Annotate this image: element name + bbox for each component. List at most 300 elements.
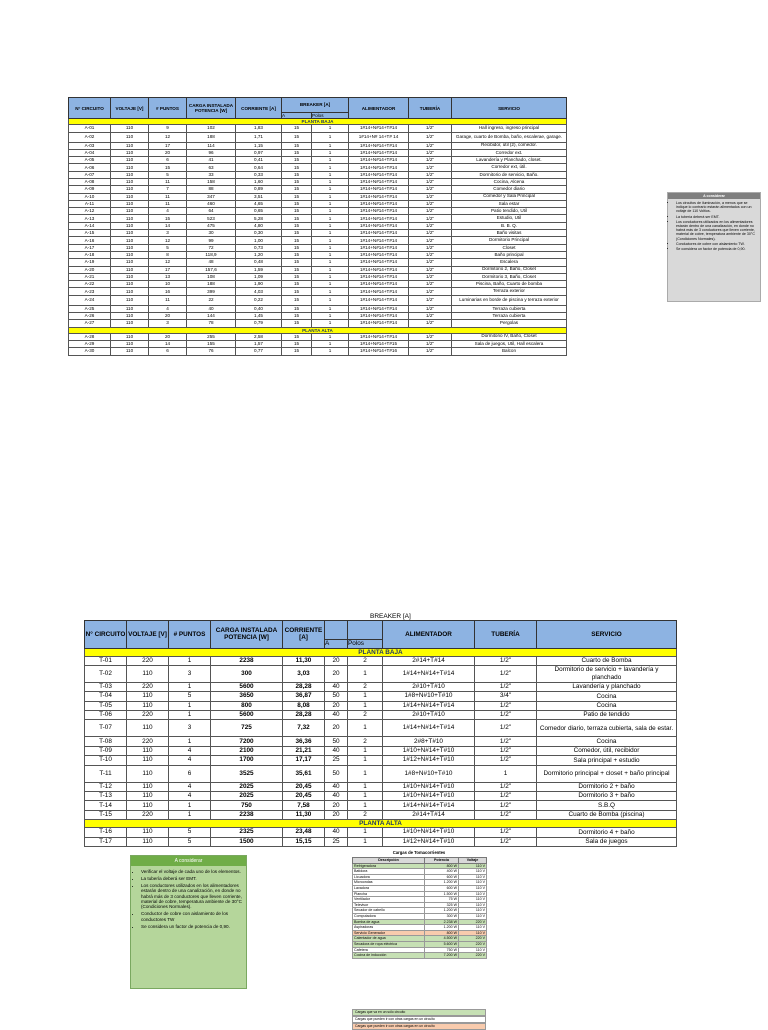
cell-tuberia: 1/2" <box>409 244 452 251</box>
cell-carga: 188 <box>187 281 236 288</box>
load-description: Secadora de ropa eléctrica <box>353 941 425 947</box>
cell-tuberia: 1/2" <box>409 237 452 244</box>
cell-carga: 22 <box>187 295 236 305</box>
cell-servicio: S.B.Q <box>537 801 677 810</box>
table-row <box>85 692 677 701</box>
cell-carga: 1700 <box>211 756 283 765</box>
cell-corriente: 11,30 <box>283 656 325 665</box>
cell-circuito: A-30 <box>69 348 111 355</box>
cell-corriente: 0,77 <box>236 348 282 355</box>
cell-carga: 33 <box>187 171 236 178</box>
cell-puntos: 17 <box>149 266 187 273</box>
load-power: 1.200 W <box>425 880 459 886</box>
cell-breaker-polos: 2 <box>348 656 383 665</box>
cell-servicio: Terraza cubierta <box>452 305 567 312</box>
cell-tuberia: 1/2" <box>475 782 537 791</box>
cell-breaker-polos: 1 <box>312 237 349 244</box>
table-row <box>69 230 567 237</box>
load-description: Refrigeradora <box>353 863 425 869</box>
load-power: 600 W <box>425 885 459 891</box>
cell-corriente: 0,41 <box>236 157 282 164</box>
cell-breaker-a: 40 <box>325 746 348 755</box>
cell-corriente: 1,83 <box>236 125 282 132</box>
legend-item: Cargas que va en un sólo circuito <box>352 1009 486 1016</box>
table-row <box>69 171 567 178</box>
table-row <box>85 810 677 819</box>
cell-servicio: Sala estar <box>452 200 567 207</box>
table-row <box>69 186 567 193</box>
cell-voltaje: 110 <box>111 200 149 207</box>
cell-tuberia: 1/2" <box>475 720 537 737</box>
cell-breaker-polos: 1 <box>348 765 383 782</box>
cell-corriente: 17,17 <box>283 756 325 765</box>
cell-breaker-a: 50 <box>325 765 348 782</box>
cell-alimentador: 2#10+T#10 <box>383 711 475 720</box>
cell-tuberia: 1/2" <box>409 313 452 320</box>
cell-servicio: Comedor y Sala Principal <box>452 193 567 200</box>
load-power: 7.200 W <box>425 953 459 959</box>
cell-breaker-polos: 1 <box>348 782 383 791</box>
cell-puntos: 1 <box>169 810 211 819</box>
cell-puntos: 6 <box>149 348 187 355</box>
cell-tuberia: 3/4" <box>475 692 537 701</box>
cell-breaker-a: 15 <box>282 186 312 193</box>
cell-alimentador: 1#14+N#14+T#14 <box>349 281 409 288</box>
cell-voltaje: 110 <box>111 273 149 280</box>
load-voltage: 220 V <box>459 941 487 947</box>
cell-tuberia: 1/2" <box>475 746 537 755</box>
cell-servicio: Estudio, Util <box>452 215 567 222</box>
cell-breaker-a: 40 <box>325 782 348 791</box>
cell-servicio: Sala de juegos <box>537 837 677 846</box>
cell-tuberia: 1/2" <box>409 200 452 207</box>
cell-puntos: 1 <box>169 656 211 665</box>
cell-servicio: Dormitorio principal + closet + baño principal <box>537 765 677 782</box>
load-power: 800 W <box>425 930 459 936</box>
table-row <box>69 348 567 355</box>
header-breaker-polos: Polos <box>348 640 383 649</box>
cell-breaker-a: 25 <box>325 756 348 765</box>
cell-corriente: 1,20 <box>236 251 282 258</box>
cell-tuberia: 1 <box>475 765 537 782</box>
cell-tuberia: 1/2" <box>475 801 537 810</box>
cell-voltaje: 220 <box>127 810 169 819</box>
cell-carga: 76 <box>187 348 236 355</box>
cell-carga: 399 <box>187 288 236 295</box>
cell-breaker-a: 50 <box>325 737 348 746</box>
cell-corriente: 3,51 <box>236 193 282 200</box>
cell-breaker-a: 15 <box>282 132 312 142</box>
header-corriente: CORRIENTE [A] <box>236 98 282 119</box>
cell-puntos: 12 <box>149 259 187 266</box>
cell-circuito: A-06 <box>69 164 111 171</box>
cell-puntos: 11 <box>149 193 187 200</box>
cell-carga: 40 <box>187 305 236 312</box>
cell-corriente: 1,15 <box>236 142 282 149</box>
cell-alimentador: 1#12+N#14+T#10 <box>383 756 475 765</box>
cell-breaker-polos: 1 <box>312 157 349 164</box>
header-alimentador: ALIMENTADOR <box>349 98 409 119</box>
cell-alimentador: 1#14+N#14+T#14 <box>383 720 475 737</box>
load-description: Plancha <box>353 891 425 897</box>
cell-carga: 750 <box>211 801 283 810</box>
load-description: Licuadora <box>353 874 425 880</box>
cell-breaker-a: 15 <box>282 273 312 280</box>
cell-breaker-a: 15 <box>282 295 312 305</box>
cell-puntos: 4 <box>149 305 187 312</box>
cell-circuito: A-27 <box>69 320 111 327</box>
table-row <box>69 266 567 273</box>
cell-breaker-polos: 1 <box>348 692 383 701</box>
cell-voltaje: 220 <box>127 711 169 720</box>
cell-circuito: A-26 <box>69 313 111 320</box>
cell-puntos: 20 <box>149 149 187 156</box>
load-voltage: 110 V <box>459 908 487 914</box>
cell-breaker-polos: 1 <box>312 178 349 185</box>
cell-breaker-polos: 1 <box>348 828 383 837</box>
cell-tuberia: 1/2" <box>409 295 452 305</box>
cell-carga: 108 <box>187 273 236 280</box>
table-row <box>85 746 677 755</box>
cell-alimentador: 1#14+N# 14+T# 14 <box>349 132 409 142</box>
cell-carga: 30 <box>187 230 236 237</box>
cell-puntos: 12 <box>149 237 187 244</box>
cell-voltaje: 110 <box>111 320 149 327</box>
cell-voltaje: 110 <box>111 340 149 347</box>
cell-voltaje: 110 <box>111 171 149 178</box>
cell-puntos: 4 <box>169 746 211 755</box>
cell-carga: 188 <box>187 132 236 142</box>
cell-tuberia: 1/2" <box>475 665 537 682</box>
cell-alimentador: 1#14+N#14+T#14 <box>349 215 409 222</box>
cell-carga: 523 <box>187 215 236 222</box>
cell-voltaje: 110 <box>127 837 169 846</box>
cell-voltaje: 110 <box>111 305 149 312</box>
cell-corriente: 36,87 <box>283 692 325 701</box>
table-row <box>85 801 677 810</box>
load-voltage: 110 V <box>459 913 487 919</box>
legend-item: Cargas que pueden ir con otras cargas en un circuito <box>352 1016 486 1023</box>
load-description: Aspiradoras <box>353 925 425 931</box>
cell-breaker-polos: 1 <box>312 273 349 280</box>
cell-breaker-polos: 1 <box>312 208 349 215</box>
cell-breaker-a: 25 <box>325 837 348 846</box>
loads-table-title: Cargas de Tomacorrientes <box>392 850 446 855</box>
loads-legend <box>352 1009 486 1030</box>
cell-voltaje: 110 <box>111 333 149 340</box>
cell-circuito: A-01 <box>69 125 111 132</box>
cell-breaker-polos: 1 <box>312 244 349 251</box>
cell-alimentador: 1#14+N#14+T#14 <box>349 178 409 185</box>
load-voltage: 110 V <box>459 863 487 869</box>
cell-breaker-a: 15 <box>282 320 312 327</box>
cell-breaker-polos: 1 <box>312 200 349 207</box>
cell-puntos: 10 <box>149 281 187 288</box>
cell-circuito: A-22 <box>69 281 111 288</box>
note-item: • Se considera un factor de potencia de 0,90. <box>141 924 243 929</box>
cell-puntos: 16 <box>149 288 187 295</box>
cell-servicio: Pergolas <box>452 320 567 327</box>
cell-circuito: T-11 <box>85 765 127 782</box>
cell-voltaje: 110 <box>111 125 149 132</box>
cell-tuberia: 1/2" <box>409 142 452 149</box>
cell-servicio: Dormitorio de servicio + lavandería y planchado <box>537 665 677 682</box>
section-row <box>85 820 677 828</box>
cell-carga: 118,9 <box>187 251 236 258</box>
load-description: Secador de cabello <box>353 908 425 914</box>
cell-breaker-a: 15 <box>282 237 312 244</box>
cell-alimentador: 1#14+N#14+T#14 <box>349 273 409 280</box>
section-label: PLANTA ALTA <box>69 327 567 333</box>
header-puntos: # PUNTOS <box>149 98 187 119</box>
cell-corriente: 36,36 <box>283 737 325 746</box>
load-description: Bomba de agua <box>353 919 425 925</box>
cell-circuito: A-03 <box>69 142 111 149</box>
cell-voltaje: 110 <box>111 237 149 244</box>
cell-alimentador: 2#10+T#10 <box>383 682 475 691</box>
cell-puntos: 15 <box>149 215 187 222</box>
cell-corriente: 0,30 <box>236 230 282 237</box>
load-power: 5.600 W <box>425 941 459 947</box>
load-power: 600 W <box>425 874 459 880</box>
load-description: Lavadora <box>353 885 425 891</box>
cell-voltaje: 110 <box>111 157 149 164</box>
cell-alimentador: 1#14+N#14+T#14 <box>349 142 409 149</box>
table-row <box>69 215 567 222</box>
cell-tuberia: 1/2" <box>409 320 452 327</box>
cell-tuberia: 1/2" <box>409 333 452 340</box>
cell-servicio: Dormitorio Principal <box>452 237 567 244</box>
legend-item: Cargas que pueden ir con otras cargas en un circuito <box>352 1023 486 1030</box>
header-tuberia: TUBERÍA <box>475 621 537 649</box>
cell-carga: 2325 <box>211 828 283 837</box>
cell-alimentador: 1#14+N#14+T#14 <box>349 288 409 295</box>
cell-carga: 725 <box>211 720 283 737</box>
cell-breaker-a: 15 <box>282 208 312 215</box>
cell-corriente: 0,33 <box>236 171 282 178</box>
cell-voltaje: 110 <box>111 251 149 258</box>
cell-breaker-polos: 1 <box>312 132 349 142</box>
cell-voltaje: 110 <box>111 193 149 200</box>
header-puntos: # PUNTOS <box>169 621 211 649</box>
cell-circuito: A-28 <box>69 333 111 340</box>
table-row <box>85 711 677 720</box>
cell-carga: 2025 <box>211 792 283 801</box>
table-row <box>85 765 677 782</box>
cell-tuberia: 1/2" <box>409 208 452 215</box>
cell-breaker-a: 20 <box>325 810 348 819</box>
cell-breaker-a: 15 <box>282 259 312 266</box>
cell-tuberia: 1/2" <box>409 340 452 347</box>
cell-tuberia: 1/2" <box>475 656 537 665</box>
cell-breaker-a: 15 <box>282 171 312 178</box>
load-voltage: 110 V <box>459 925 487 931</box>
cell-carga: 88 <box>187 186 236 193</box>
cell-breaker-polos: 1 <box>312 171 349 178</box>
load-voltage: 110 V <box>459 885 487 891</box>
cell-puntos: 3 <box>149 320 187 327</box>
cell-tuberia: 1/2" <box>409 186 452 193</box>
cell-breaker-a: 15 <box>282 215 312 222</box>
cell-alimentador: 1#14+N#14+T#14 <box>349 266 409 273</box>
cell-corriente: 15,15 <box>283 837 325 846</box>
table-row <box>69 222 567 229</box>
cell-servicio: Balcon <box>452 348 567 355</box>
cell-voltaje: 110 <box>111 222 149 229</box>
cell-breaker-a: 15 <box>282 142 312 149</box>
cell-puntos: 6 <box>169 765 211 782</box>
cell-servicio: Dormitorio 3, Baño, Closet <box>452 273 567 280</box>
table-row <box>69 142 567 149</box>
table-row <box>85 837 677 846</box>
cell-circuito: A-17 <box>69 244 111 251</box>
cell-voltaje: 110 <box>111 348 149 355</box>
cell-tuberia: 1/2" <box>475 701 537 710</box>
cell-tuberia: 1/2" <box>475 828 537 837</box>
cell-puntos: 3 <box>169 720 211 737</box>
cell-voltaje: 110 <box>111 230 149 237</box>
cell-corriente: 28,28 <box>283 682 325 691</box>
cell-tuberia: 1/2" <box>475 837 537 846</box>
cell-voltaje: 110 <box>111 149 149 156</box>
cell-circuito: A-16 <box>69 237 111 244</box>
cell-breaker-polos: 1 <box>312 305 349 312</box>
load-voltage: 110 V <box>459 891 487 897</box>
cell-voltaje: 110 <box>127 801 169 810</box>
cell-breaker-polos: 1 <box>348 756 383 765</box>
cell-circuito: A-24 <box>69 295 111 305</box>
cell-servicio: Patio de tendido <box>537 711 677 720</box>
table-row <box>69 333 567 340</box>
cell-puntos: 1 <box>169 682 211 691</box>
cell-alimentador: 1#14+N#14+T#14 <box>349 320 409 327</box>
cell-circuito: T-13 <box>85 792 127 801</box>
cell-breaker-polos: 1 <box>312 142 349 149</box>
loads-header-voltaje: Voltaje <box>459 858 487 864</box>
cell-puntos: 5 <box>169 837 211 846</box>
header-corriente: CORRIENTE [A] <box>283 621 325 649</box>
cell-tuberia: 1/2" <box>409 149 452 156</box>
considerations-note-outlets <box>130 855 247 989</box>
load-voltage: 220 V <box>459 919 487 925</box>
cell-breaker-a: 15 <box>282 200 312 207</box>
load-power: 4.500 W <box>425 936 459 942</box>
cell-breaker-polos: 1 <box>312 266 349 273</box>
cell-corriente: 1,57 <box>236 340 282 347</box>
cell-corriente: 1,60 <box>236 178 282 185</box>
cell-breaker-polos: 1 <box>312 340 349 347</box>
cell-alimentador: 1#14+N#14+T#14 <box>349 164 409 171</box>
cell-puntos: 20 <box>149 313 187 320</box>
cell-breaker-polos: 1 <box>312 230 349 237</box>
cell-circuito: A-02 <box>69 132 111 142</box>
cell-corriente: 1,71 <box>236 132 282 142</box>
cell-servicio: Cocina <box>537 692 677 701</box>
cell-puntos: 1 <box>169 711 211 720</box>
cell-breaker-polos: 1 <box>312 251 349 258</box>
cell-puntos: 11 <box>149 178 187 185</box>
cell-servicio: Lavandería y Planchado, closet. <box>452 157 567 164</box>
cell-carga: 41 <box>187 157 236 164</box>
load-voltage: 220 V <box>459 936 487 942</box>
note-item: • Los conductores utilizados en los alimentadores estarán dentro de una canalización, en donde no habrá más de 3 conductores que lleven corriente, material de cobre, temperatura ambiente de 30°C (Condiciones Normales). <box>676 220 757 241</box>
cell-voltaje: 110 <box>127 828 169 837</box>
cell-puntos: 11 <box>149 295 187 305</box>
cell-breaker-a: 15 <box>282 149 312 156</box>
note-item: • Los circuitos de iluminación, a menos que se indique lo contrario estarán alimentados con un voltaje de 110 Voltios. <box>676 201 757 214</box>
breaker-label: BREAKER [A] <box>370 613 411 620</box>
load-power: 400 W <box>425 869 459 875</box>
cell-carga: 5600 <box>211 682 283 691</box>
cell-voltaje: 110 <box>111 266 149 273</box>
cell-alimentador: 1#14+N#14+T#14 <box>349 222 409 229</box>
cell-servicio: Dormitorio IV, Baño, Closet <box>452 333 567 340</box>
cell-breaker-polos: 2 <box>348 711 383 720</box>
cell-alimentador: 1#12+N#14+T#10 <box>383 837 475 846</box>
table-row <box>85 720 677 737</box>
load-description: Calentador de agua <box>353 936 425 942</box>
cell-puntos: 4 <box>169 782 211 791</box>
cell-carga: 2238 <box>211 810 283 819</box>
cell-corriente: 11,30 <box>283 810 325 819</box>
cell-carga: 63 <box>187 164 236 171</box>
cell-breaker-a: 50 <box>325 692 348 701</box>
cell-puntos: 12 <box>149 132 187 142</box>
load-description: Cocina de inducción <box>353 953 425 959</box>
cell-alimentador: 1#14+N#14+T#14 <box>349 186 409 193</box>
cell-corriente: 0,79 <box>236 320 282 327</box>
cell-breaker-a: 15 <box>282 157 312 164</box>
cell-alimentador: 1#14+N#14+T#14 <box>349 200 409 207</box>
table-row <box>69 125 567 132</box>
cell-tuberia: 1/2" <box>475 792 537 801</box>
cell-corriente: 1,59 <box>236 266 282 273</box>
cell-alimentador: 1#14+N#14+T#14 <box>349 171 409 178</box>
cell-corriente: 4,03 <box>236 288 282 295</box>
cell-tuberia: 1/2" <box>409 215 452 222</box>
cell-carga: 158 <box>187 178 236 185</box>
load-description: Cafetera <box>353 947 425 953</box>
cell-circuito: T-15 <box>85 810 127 819</box>
cell-tuberia: 1/2" <box>409 132 452 142</box>
cell-corriente: 0,64 <box>236 164 282 171</box>
cell-tuberia: 1/2" <box>409 222 452 229</box>
cell-breaker-a: 40 <box>325 792 348 801</box>
cell-breaker-a: 20 <box>325 701 348 710</box>
table-row <box>69 208 567 215</box>
table-row <box>69 178 567 185</box>
cell-corriente: 0,73 <box>236 244 282 251</box>
cell-circuito: A-10 <box>69 193 111 200</box>
cell-corriente: 0,48 <box>236 259 282 266</box>
cell-puntos: 5 <box>169 828 211 837</box>
cell-circuito: T-07 <box>85 720 127 737</box>
cell-tuberia: 1/2" <box>409 171 452 178</box>
cell-alimentador: 1#8+N#10+T#10 <box>383 765 475 782</box>
cell-servicio: Corredor ext, útil. <box>452 164 567 171</box>
header-carga: CARGA INSTALADA POTENCIA [W] <box>211 621 283 649</box>
load-description: Televisor <box>353 902 425 908</box>
cell-breaker-polos: 1 <box>312 259 349 266</box>
cell-carga: 102 <box>187 125 236 132</box>
header-carga: CARGA INSTALADA POTENCIA [W] <box>187 98 236 119</box>
cell-breaker-polos: 1 <box>348 720 383 737</box>
cell-breaker-polos: 1 <box>312 149 349 156</box>
cell-puntos: 11 <box>149 200 187 207</box>
cell-circuito: T-05 <box>85 701 127 710</box>
load-description: Batidora <box>353 869 425 875</box>
cell-breaker-polos: 1 <box>348 801 383 810</box>
